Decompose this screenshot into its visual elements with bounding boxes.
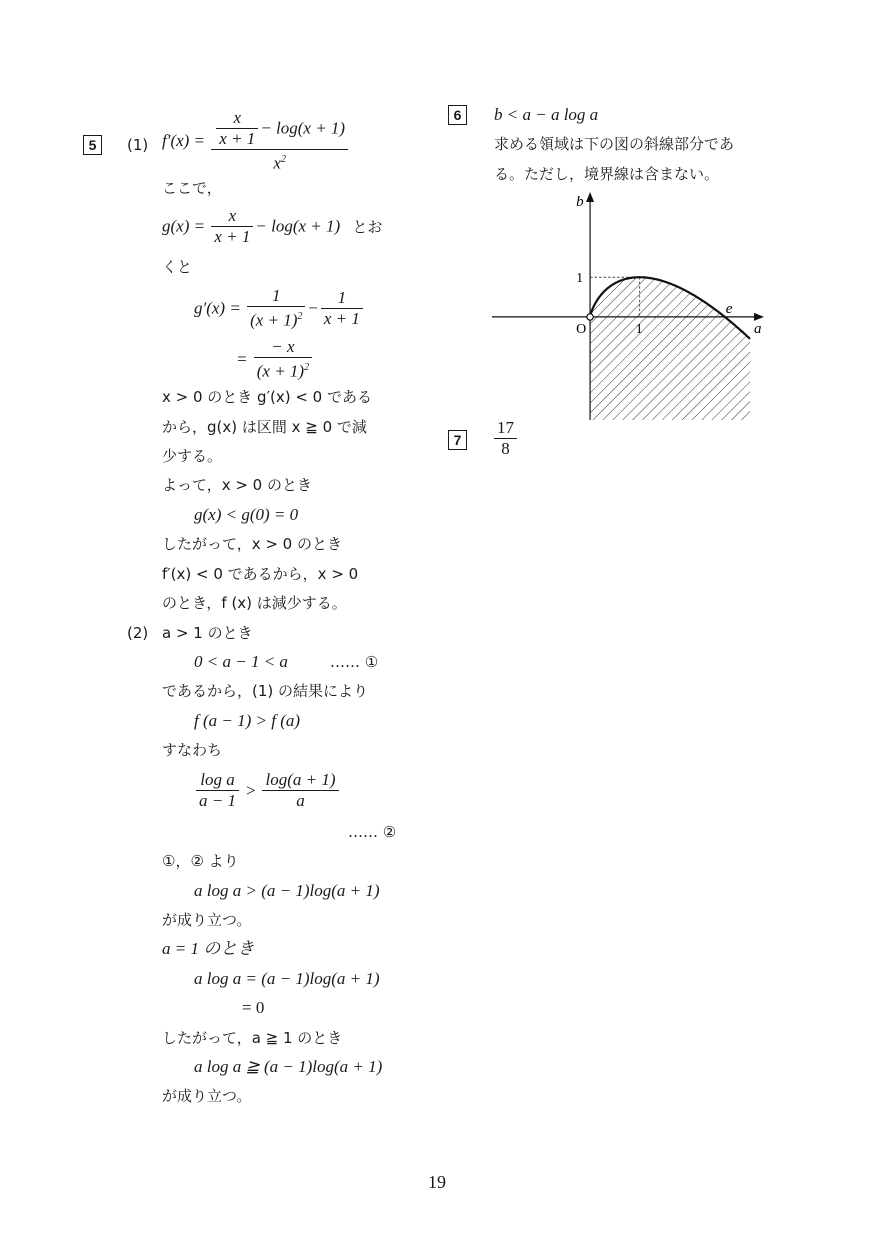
p2-frac-2-num: log(a + 1) xyxy=(262,770,338,791)
fprime-inner-fraction xyxy=(216,108,258,149)
p2-line-5: すなわち xyxy=(162,741,223,759)
b-axis-arrow xyxy=(586,192,594,202)
part-2-label: (2) xyxy=(127,624,149,642)
fprime-num-tail: − log(x + 1) xyxy=(260,118,346,138)
fprime-fraction xyxy=(211,108,348,174)
fprime-inner-den: x + 1 xyxy=(219,129,256,148)
gprime-lhs: g′(x) = xyxy=(194,298,241,318)
cond-line-2: から，g(x) は区間 x ≧ 0 で減 xyxy=(162,418,367,436)
cond-line-1: x > 0 のとき g′(x) < 0 である xyxy=(162,388,372,406)
y-tick-1-label: 1 xyxy=(576,271,584,287)
p2-frac-2 xyxy=(262,770,338,811)
a-axis-label: a xyxy=(754,320,762,337)
p7-num: 17 xyxy=(494,418,517,439)
fprime-lhs: f′(x) = xyxy=(162,130,206,150)
p2-frac-2-den: a xyxy=(296,791,305,810)
gprime2-den-exp: 2 xyxy=(304,362,310,373)
p2-frac-1-num: log a xyxy=(196,770,239,791)
p2-line-1: a > 1 のとき xyxy=(162,624,253,642)
p6-text-2: る。ただし，境界線は含まない。 xyxy=(494,165,720,183)
g-lhs: g(x) = xyxy=(162,216,206,236)
p2-tag-1: …… ① xyxy=(330,653,379,671)
fprime-den-exp: 2 xyxy=(280,154,286,165)
p2-line-11: = 0 xyxy=(242,998,265,1017)
g-oku2: くと xyxy=(162,258,193,276)
gprime-f1-den: (x + 1) xyxy=(250,310,298,330)
g-frac-den: x + 1 xyxy=(214,227,251,246)
p6-inequality: b < a − a log a xyxy=(494,105,599,124)
gprime2-num: − x xyxy=(254,337,312,358)
g-fraction xyxy=(211,206,253,247)
shaded-region xyxy=(590,277,750,420)
fprime-neg-line: f′(x) < 0 であるから，x > 0 xyxy=(162,565,359,583)
gprime-fraction-1 xyxy=(247,286,305,331)
p2-line-12: したがって，a ≧ 1 のとき xyxy=(162,1029,343,1047)
p2-tag-2: …… ② xyxy=(348,823,397,841)
p7-answer xyxy=(492,418,519,459)
gprime-f1-den-exp: 2 xyxy=(297,311,303,322)
gprime-f1-num: 1 xyxy=(247,286,305,307)
yotte-line: よって，x > 0 のとき xyxy=(162,476,312,494)
g-oku1: とお xyxy=(352,217,383,236)
p2-line-9: a = 1 のとき xyxy=(162,939,255,958)
p2-line-6: ①，② より xyxy=(162,852,239,870)
p2-line-10: a log a = (a − 1)log(a + 1) xyxy=(194,969,380,988)
problem-7-number: 7 xyxy=(448,430,467,450)
p2-line-13: a log a ≧ (a − 1)log(a + 1) xyxy=(194,1057,383,1076)
p2-line-7: a log a > (a − 1)log(a + 1) xyxy=(194,881,380,900)
fprime-inner-num: x xyxy=(216,108,258,129)
p2-line-3: であるから，(1) の結果により xyxy=(162,682,369,700)
b-axis-label: b xyxy=(576,194,584,210)
gprime2-den: (x + 1) xyxy=(256,361,305,381)
p7-den: 8 xyxy=(501,439,510,458)
part-1-label: (1) xyxy=(127,136,149,154)
fprime-equation xyxy=(162,108,350,174)
page-number: 19 xyxy=(428,1172,446,1192)
gprime-f2-den: x + 1 xyxy=(323,308,360,328)
gprime-minus: − xyxy=(307,298,319,318)
g-tail: − log(x + 1) xyxy=(255,216,341,236)
g-definition xyxy=(162,206,382,247)
p2-line-14: が成り立つ。 xyxy=(162,1087,252,1105)
p2-line-2: 0 < a − 1 < a xyxy=(194,652,288,671)
g-frac-num: x xyxy=(211,206,253,227)
p2-log-inequality xyxy=(194,770,341,811)
shitagatte-line: したがって，x > 0 のとき xyxy=(162,535,342,553)
gprime-fraction-2 xyxy=(321,288,363,329)
fprime-den: x xyxy=(273,153,281,173)
gprime-equation xyxy=(194,286,365,331)
p7-fraction xyxy=(494,418,517,459)
region-graph xyxy=(486,190,766,420)
cond-line-3: 少する。 xyxy=(162,447,223,465)
gprime2-eq: = xyxy=(236,349,248,369)
p6-text-1: 求める領域は下の図の斜線部分であ xyxy=(494,135,735,153)
p2-frac-1-den: a − 1 xyxy=(199,791,236,810)
kokode-text: ここで， xyxy=(162,179,222,197)
problem-6-number: 6 xyxy=(448,105,467,125)
e-label: e xyxy=(725,300,733,317)
p2-line-4: f (a − 1) > f (a) xyxy=(194,711,301,730)
a-axis-arrow xyxy=(754,313,764,321)
p2-frac-1 xyxy=(196,770,239,811)
problem-5-number: 5 xyxy=(83,135,102,155)
p2-line-8: が成り立つ。 xyxy=(162,911,252,929)
p2-gt: > xyxy=(244,780,257,800)
origin-open-point xyxy=(587,314,593,320)
gprime-f2-num: 1 xyxy=(321,288,363,309)
f-decreasing-line: のとき，f (x) は減少する。 xyxy=(162,594,347,612)
gprime-equation-2 xyxy=(236,337,314,382)
g-inequality: g(x) < g(0) = 0 xyxy=(194,505,299,524)
gprime2-fraction xyxy=(254,337,312,382)
x-tick-1-label: 1 xyxy=(635,321,643,337)
origin-label: O xyxy=(576,321,587,337)
